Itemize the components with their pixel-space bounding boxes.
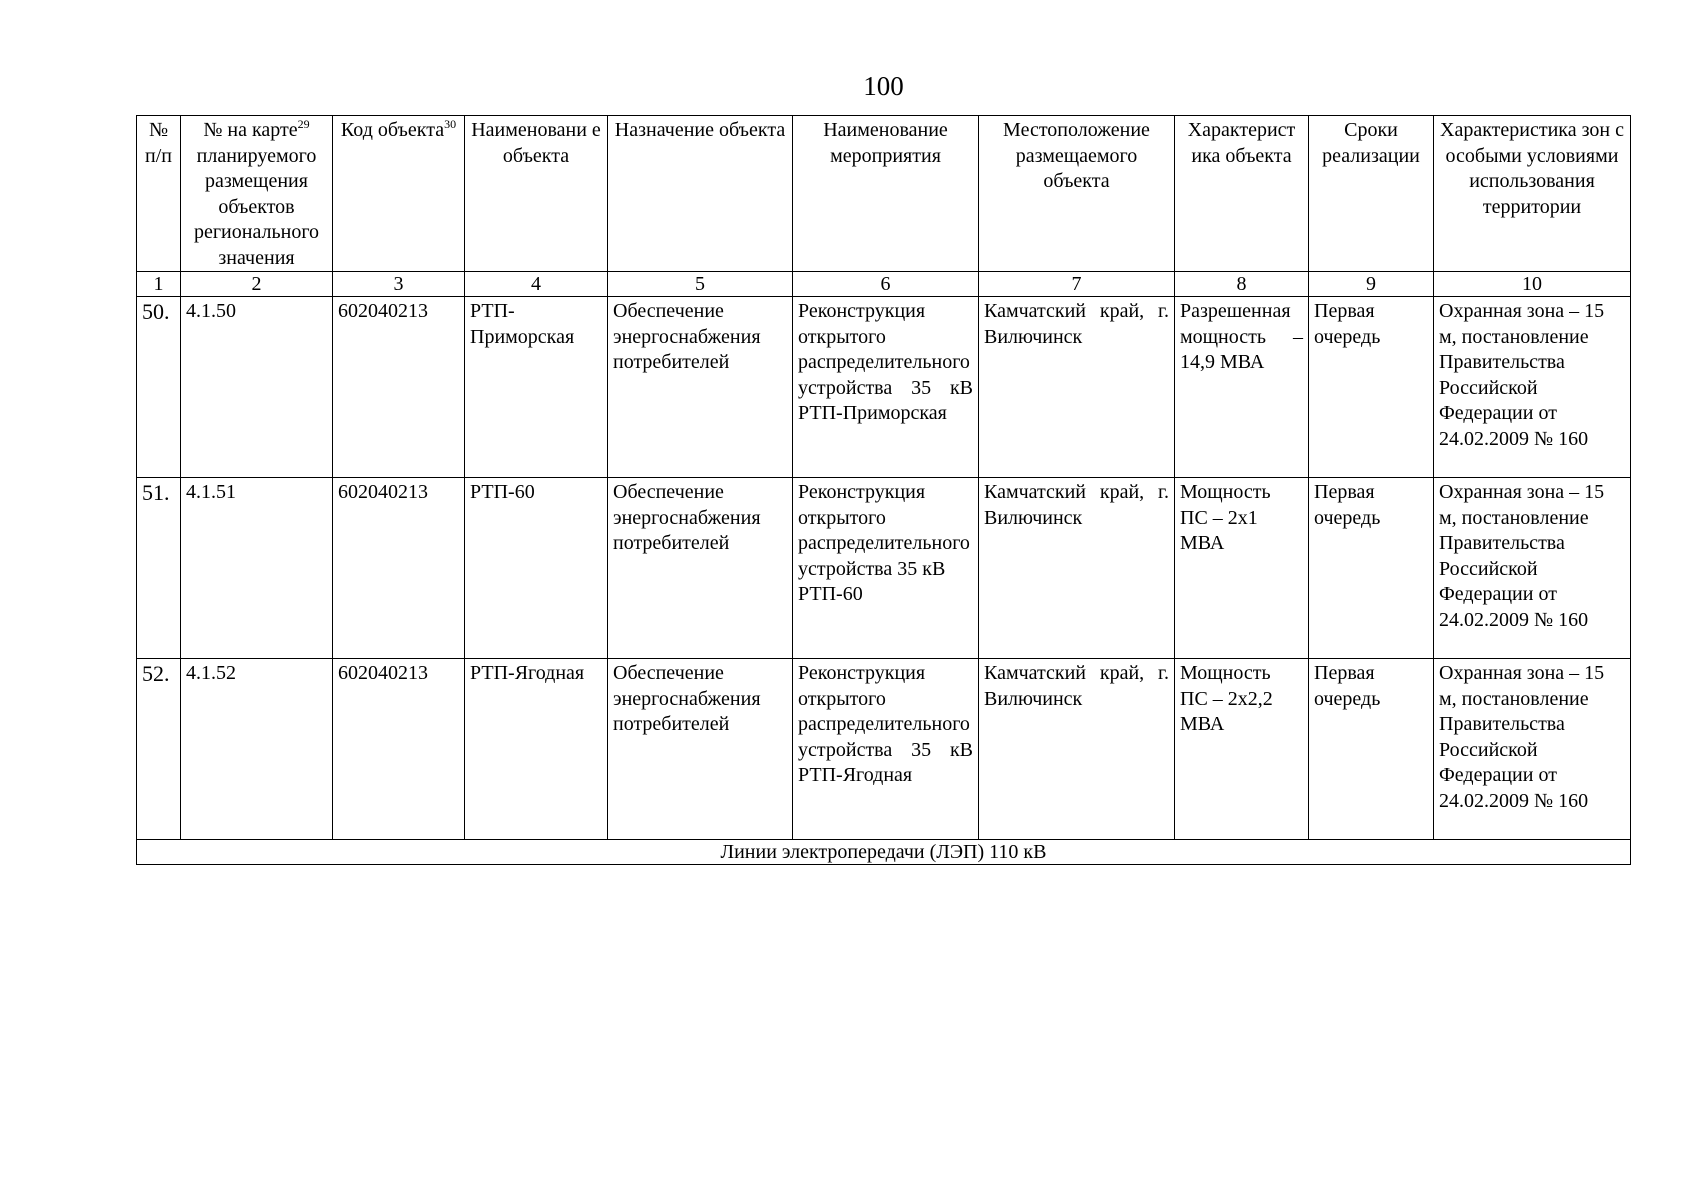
timing: Первая очередь xyxy=(1309,297,1434,478)
object-characteristic: Мощность ПС – 2х2,2 МВА xyxy=(1175,659,1309,840)
column-number: 8 xyxy=(1175,272,1309,297)
table-row xyxy=(137,659,1631,840)
measure-name: Реконструкция открытого распределительного устройства 35 кВ РТП-60 xyxy=(793,478,979,659)
header-object-name: Наименовани е объекта xyxy=(465,116,608,272)
column-number: 1 xyxy=(137,272,181,297)
header-zones: Характеристика зон с особыми условиями использования территории xyxy=(1434,116,1631,272)
object-purpose: Обеспечение энергоснабжения потребителей xyxy=(608,478,793,659)
row-number: 51. xyxy=(137,478,181,659)
map-number: 4.1.51 xyxy=(181,478,333,659)
header-location: Местоположение размещаемого объекта xyxy=(979,116,1175,272)
object-purpose: Обеспечение энергоснабжения потребителей xyxy=(608,297,793,478)
header-map-number: № на карте$^{29}$ планируемого размещения объектов регионального значения xyxy=(181,116,333,272)
object-name: РТП-Ягодная xyxy=(465,659,608,840)
header-object-code: Код объекта$^{30}$ xyxy=(333,116,465,272)
table-row xyxy=(137,478,1631,659)
header-measure-name: Наименование мероприятия xyxy=(793,116,979,272)
column-number: 6 xyxy=(793,272,979,297)
measure-name: Реконструкция открытого распределительного устройства 35 кВ РТП-Приморская xyxy=(793,297,979,478)
object-purpose: Обеспечение энергоснабжения потребителей xyxy=(608,659,793,840)
column-number: 4 xyxy=(465,272,608,297)
column-number: 10 xyxy=(1434,272,1631,297)
column-number: 5 xyxy=(608,272,793,297)
object-name: РТП-Приморская xyxy=(465,297,608,478)
timing: Первая очередь xyxy=(1309,659,1434,840)
header-timing: Сроки реализации xyxy=(1309,116,1434,272)
zones-characteristic: Охранная зона – 15 м, постановление Правительства Российской Федерации от 24.02.2009 № 160 xyxy=(1434,478,1631,659)
objects-table xyxy=(136,115,1631,865)
zones-characteristic: Охранная зона – 15 м, постановление Правительства Российской Федерации от 24.02.2009 № 160 xyxy=(1434,659,1631,840)
table-row xyxy=(137,297,1631,478)
object-characteristic: Разрешенная мощность – 14,9 МВА xyxy=(1175,297,1309,478)
object-code: 602040213 xyxy=(333,478,465,659)
object-code: 602040213 xyxy=(333,297,465,478)
map-number: 4.1.50 xyxy=(181,297,333,478)
page-number: 100 xyxy=(863,71,904,101)
section-title: Линии электропередачи (ЛЭП) 110 кВ xyxy=(137,840,1631,865)
map-number: 4.1.52 xyxy=(181,659,333,840)
column-number: 9 xyxy=(1309,272,1434,297)
table-header-row xyxy=(137,116,1631,272)
header-characteristic: Характерист ика объекта xyxy=(1175,116,1309,272)
location: Камчатский край, г. Вилючинск xyxy=(979,659,1175,840)
row-number: 50. xyxy=(137,297,181,478)
column-number: 2 xyxy=(181,272,333,297)
row-number: 52. xyxy=(137,659,181,840)
measure-name: Реконструкция открытого распределительного устройства 35 кВ РТП-Ягодная xyxy=(793,659,979,840)
column-number: 7 xyxy=(979,272,1175,297)
location: Камчатский край, г. Вилючинск xyxy=(979,297,1175,478)
object-name: РТП-60 xyxy=(465,478,608,659)
column-number: 3 xyxy=(333,272,465,297)
column-numbers-row xyxy=(137,272,1631,297)
header-num: № п/п xyxy=(137,116,181,272)
location: Камчатский край, г. Вилючинск xyxy=(979,478,1175,659)
object-code: 602040213 xyxy=(333,659,465,840)
zones-characteristic: Охранная зона – 15 м, постановление Правительства Российской Федерации от 24.02.2009 № 160 xyxy=(1434,297,1631,478)
header-object-purpose: Назначение объекта xyxy=(608,116,793,272)
timing: Первая очередь xyxy=(1309,478,1434,659)
section-row xyxy=(137,840,1631,865)
object-characteristic: Мощность ПС – 2х1 МВА xyxy=(1175,478,1309,659)
